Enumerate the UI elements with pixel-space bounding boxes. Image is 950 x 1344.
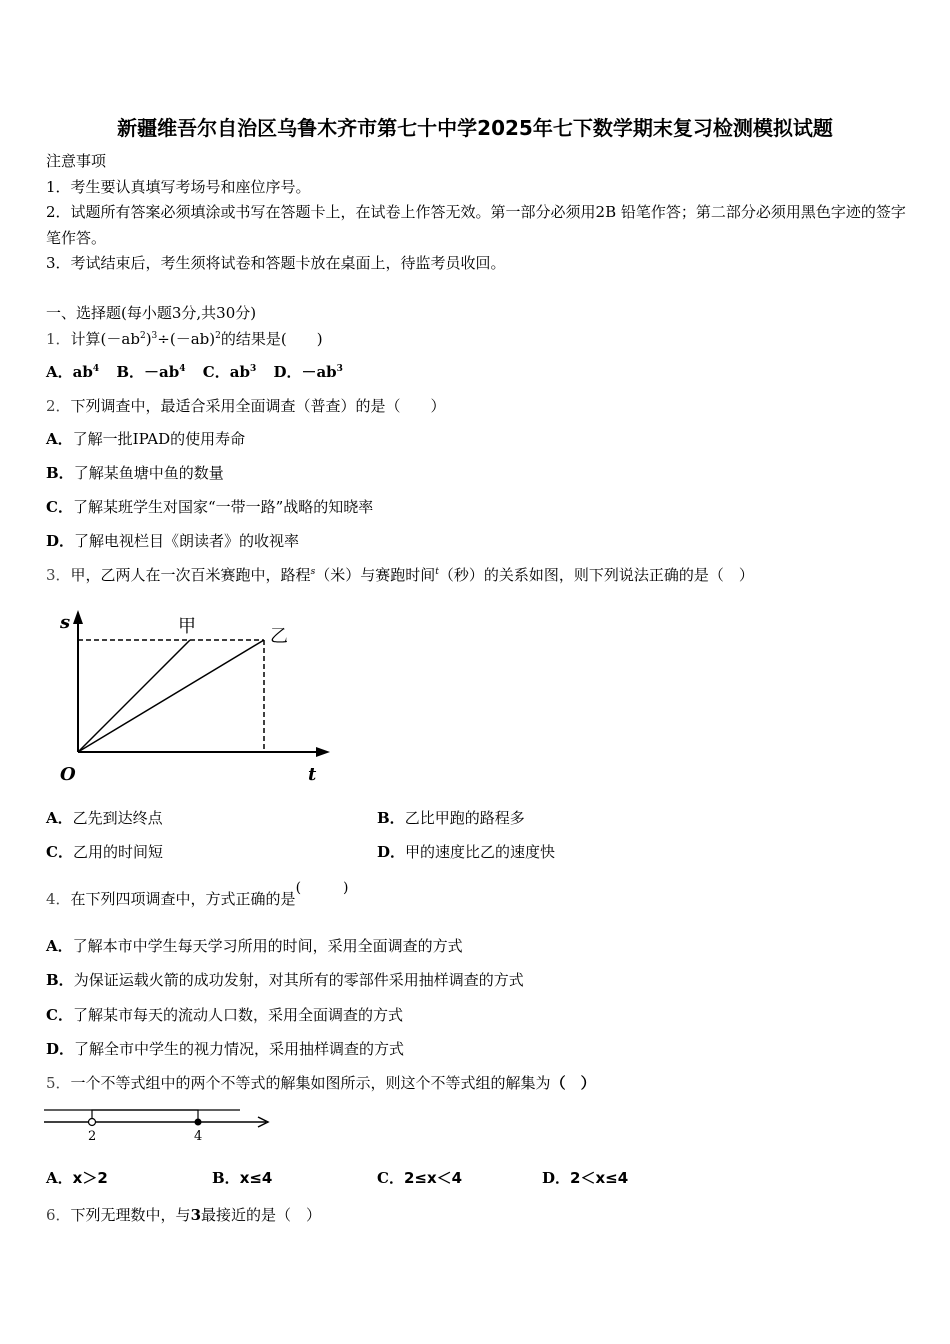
section-heading: 一、选择题(每小题3分,共30分) [46,304,257,322]
question-number: 6． [46,1206,71,1224]
q5-option-a: A．x＞2 [46,1169,108,1187]
question-3 [46,564,754,585]
closed-point-4 [195,1119,202,1126]
q3-stem-a: 甲，乙两人在一次百米赛跑中，路程 [70,566,311,584]
q2-option-c: C．了解某班学生对国家“一带一路”战略的知晓率 [46,498,374,516]
question-5 [46,1072,596,1093]
question-6 [46,1204,321,1225]
q5-stem: 一个不等式组中的两个不等式的解集如图所示，则这个不等式组的解集为 [70,1074,551,1092]
notice-heading: 注意事项 [46,152,107,170]
origin-label: O [60,764,76,785]
question-4 [46,880,349,909]
q5-paren: （ ） [550,1074,596,1092]
q4-paren: ( ) [295,880,349,896]
solution-bracket-x-gt-2 [92,1110,240,1122]
question-number: 3． [46,566,71,584]
q6-number: 3 [190,1206,201,1224]
q5-option-d: D．2＜x≤4 [542,1169,629,1187]
option-b: B．$-ab^4$ [116,363,186,381]
q3-var-s: s [310,567,316,577]
line-jia-label: 甲 [178,616,196,637]
question-number: 1． [46,330,71,348]
q4-option-a: A．了解本市中学生每天学习所用的时间，采用全面调查的方式 [46,937,463,955]
distance-time-graph [50,600,350,790]
q3-stem-b: （米）与赛跑时间 [315,566,436,584]
q5-option-b: B．x≤4 [212,1169,273,1187]
question-number: 4． [46,890,71,908]
q4-option-b: B．为保证运载火箭的成功发射，对其所有的零部件采用抽样调查的方式 [46,971,524,989]
y-axis-arrow [73,610,83,624]
line-yi-label: 乙 [270,626,288,647]
q1-stem-b: ÷(－ab) [157,330,216,348]
number-line-diagram [44,1100,284,1148]
q2-option-b: B．了解某鱼塘中鱼的数量 [46,464,224,482]
question-2 [46,395,446,416]
option-d: D．$-ab^3$ [273,363,343,381]
x-axis-arrow [316,747,330,757]
x-axis-label: t [308,764,317,785]
option-a: A．$ab^4$ [46,363,100,381]
q6-stem-b: 最接近的是（ ） [201,1206,322,1224]
notice-item-1: 1．考生要认真填写考场号和座位序号。 [46,178,311,196]
page-title: 新疆维吾尔自治区乌鲁木齐市第七十中学2025年七下数学期末复习检测模拟试题 [117,116,833,140]
q3-option-d: D．甲的速度比乙的速度快 [377,843,556,861]
q6-stem-a: 下列无理数中，与 [70,1206,191,1224]
line-yi [78,640,264,752]
question-1 [46,328,323,349]
q1-options [46,361,343,382]
notice-item-2: 2．试题所有答案必须填涂或书写在答题卡上，在试卷上作答无效。第一部分必须用2B 铅笔作答；第二部分必须用黑色字迹的签字笔作答。 [46,203,906,247]
q3-option-c: C．乙用的时间短 [46,843,163,861]
q1-sup-3: 2 [215,331,221,341]
tick-label-2: 2 [88,1129,97,1144]
option-c: C．$ab^3$ [202,363,257,381]
q4-option-d: D．了解全市中学生的视力情况，采用抽样调查的方式 [46,1040,405,1058]
q5-option-c: C．2≤x＜4 [377,1169,463,1187]
question-number: 5． [46,1074,71,1092]
line-jia [78,640,190,752]
notice-item-3: 3．考试结束后，考生须将试卷和答题卡放在桌面上，待监考员收回。 [46,254,506,272]
q3-option-a: A．乙先到达终点 [46,809,163,827]
solution-bracket-x-le-4 [44,1110,198,1122]
open-point-2 [89,1119,96,1126]
q1-stem-a: 计算(－ab [70,330,140,348]
y-axis-label: s [60,612,71,633]
q3-var-t: t [435,567,439,577]
q2-stem: 下列调查中，最适合采用全面调查（普查）的是（ ） [70,397,446,415]
question-number: 2． [46,397,71,415]
tick-label-4: 4 [194,1129,203,1144]
q1-stem-c: 的结果是( ) [220,330,323,348]
q2-option-a: A．了解一批IPAD的使用寿命 [46,430,246,448]
q1-sup-1: 2 [139,331,146,341]
q4-option-c: C．了解某市每天的流动人口数，采用全面调查的方式 [46,1006,403,1024]
q1-sup-2: 3 [151,331,158,341]
q1-close-paren: ) [145,330,152,348]
q4-stem: 在下列四项调查中，方式正确的是 [70,890,296,908]
q3-option-b: B．乙比甲跑的路程多 [377,809,525,827]
q2-option-d: D．了解电视栏目《朗读者》的收视率 [46,532,300,550]
q3-stem-c: （秒）的关系如图，则下列说法正确的是（ ） [438,566,754,584]
